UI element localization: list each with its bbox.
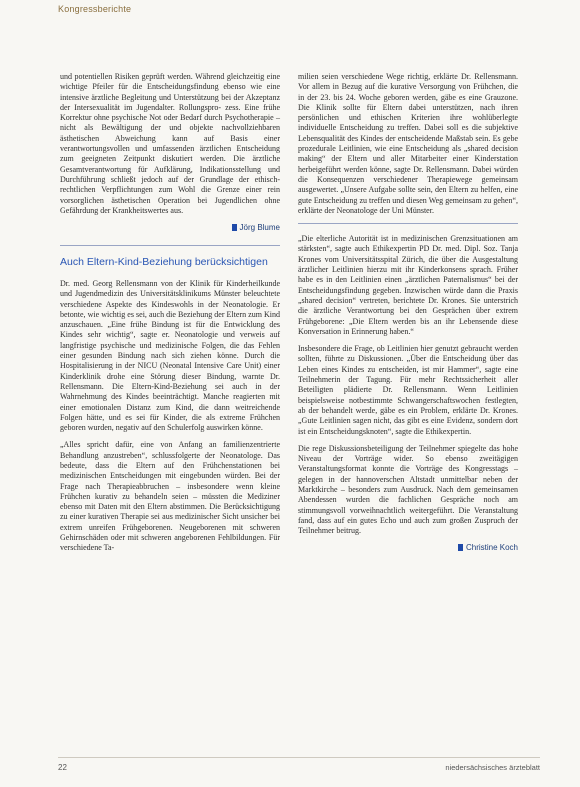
author-marker-icon [232, 224, 237, 231]
left-paragraph-3: „Alles spricht dafür, eine von Anfang an familienzentrierte Behandlung anzustreben“, schlussfolgerte der Neonatologe. Das bedeute, dass die Eltern auf den Frühchenstationen bei medizinischen Entscheidungen mit eingebunden würden. Bei der Frage nach Therapieabbruchen – insbesondere wenn kleine Frühchen kurativ zu behandeln seien – müssten die Mediziner ebenso mit Daten mit den Eltern abstimmen. Die Berücksichtigung zu einer kurativen Therapie sei aus medizinischer Sicht unsicher bei extrem unreifen Frühgeborenen. Neugeborenen mit schweren Gehirnschäden oder mit schweren angeborenen Fehlbildungen. Für verschiedene Ta- [60, 440, 280, 553]
left-paragraph-2: Dr. med. Georg Rellensmann von der Klinik für Kinderheilkunde und Jugendmedizin des Universitätsklinikums Münster beleuchtete verschiedene Aspekte des Kindeswohls in der Neonatologie. Er betonte, wie wichtig es sei, auch die Beziehung der Eltern zum Kind anzuschauen. „Eine frühe Bindung ist für die Entwicklung des Kindes sehr wichtig“, sagte er. Neonatologie und verweis auf langfristige psychische und medizinische Folgen, die das Fehlen einer gesunden Bindung nach sich ziehen könne. Durch die Hospitalisierung in der NICU (Neonatal Intensive Care Unit) einer Kinderklinik drohe eine Störung dieser Bindung, warnte Dr. Rellensmann. Die Eltern-Kind-Beziehung sei auch in der Wahrnehmung des Kindes beeinträchtigt. Manche reagierten mit einer emotionalen Distanz zum Kind, die dann weitreichende Folgen hätte, und es sei für Kinder, die als extreme Frühchen geboren wurden, negativ auf den Schulerfolg auswirken könne. [60, 278, 280, 433]
left-column [60, 72, 280, 561]
author-name-1: Jörg Blume [239, 223, 280, 233]
section-divider [60, 245, 280, 246]
page-number: 22 [58, 763, 67, 772]
section-header: Kongressberichte [58, 4, 132, 14]
author-name-2: Christine Koch [465, 543, 518, 553]
left-paragraph-1: und potentiellen Risiken geprüft werden. Während gleichzeitig eine wichtige Pfeiler für die Entscheidungsfindung ebenso wie eine intensive ärztliche Begleitung und Unterstützung bei der Akzeptanz der Intersexualität im Jugendalter. Rollungspro- zess. Eine frühe Korrektur ohne psychische Not oder Bedarf durch Psychotherapie – nicht als Bewältigung der und objekte nachvollziehbaren ästhetischen Abweichung kann auf Basis einer verantwortungsvollen und umfassenden ärztlichen Entscheidung zum geeigneten Zeitpunkt diskutiert werden. Die ärztliche Gesamtverantwortung für Aufklärung, Indikationsstellung und Durchführung schließt jedoch auf der Grundlage der ethisch-rechtlichen Verpflichtungen zum Wohl die Grenze einer rein vorsorglichen ästhetischen Operation bei Jugendlichen ohne Gefährdung der Krankheitswertes aus. [60, 72, 280, 215]
right-divider [298, 223, 518, 224]
right-paragraph-1: milien seien verschiedene Wege richtig, erklärte Dr. Rellensmann. Vor allem in Bezug auf die kurative Versorgung von Frühchen, die in der 23. bis 24. Woche geboren werden, gäbe es eine Grauzone. Die Klinik sollte für Eltern dabei unterstützen, nach ihren persönlichen und ethischen Kriterien ihre wohlüberlegte individuelle Entscheidung zu treffen. Dabei soll es die subjektive Lebensqualität des Kindes der entscheidende Maßstab sein. Es gebe prozedurale Leitlinien, wie eine Entscheidung als „shared decision making“ der Eltern und aller Mitarbeiter einer Kinderstation herbeigeführt werden könne, sagte Dr. Rellensmann. Dabei würden die Konsequenzen verschiedener Therapiewege gemeinsam ausgewertet. „Unsere Aufgabe sollte sein, den Eltern zu helfen, eine gute Entscheidung zu treffen und diesen Weg gemeinsam zu gehen“, erklärte der Neonatologe der Uni Münster. [298, 72, 518, 215]
author-marker-icon [458, 544, 463, 551]
author-signature-2 [298, 543, 518, 553]
right-paragraph-4: Die rege Diskussionsbeteiligung der Teilnehmer spiegelte das hohe Niveau der Vorträge wider. So ebenso zweitägigen Veranstaltungsformat konnte die Vorträge des Kongresstags – gelegen in der hannoverschen Altstadt unmittelbar neben der Marktkirche – besonders zum Ausdruck. Nach dem gemeinsamen Abendessen wurden die fachlichen Gespräche noch am stimmungsvoll vorweihnachtlich weitergeführt. Die Veranstaltung fand, dass auf ein gutes Echo und auch zum großen Zuspruch der Teilnehmer beitrug. [298, 443, 518, 536]
author-signature-1 [60, 223, 280, 233]
journal-name: niedersächsisches ärzteblatt [445, 763, 540, 772]
right-paragraph-3: Insbesondere die Frage, ob Leitlinien hier genutzt gebraucht werden sollten, führte zu Diskussionen. „Über die Entscheidung über das Leben eines Kindes zu entscheiden, ist mir Hammer“, sagte eine Teilnehmerin der Tagung. Für mehr Rechtssicherheit aller Beteiligten plädierte Dr. Rellensmann. Wenn Leitlinien beispielsweise notbestimmte Schwangerschaftswochen festlegten, ab der behandelt werde, gäbe es ein Problem, erklärte Dr. Krones. „Gute Leitlinien sagen nicht, das gibt es eine Evidenz, sondern dort ist ein Entscheidungsknoten“, sagte die Ethikexpertin. [298, 344, 518, 436]
section-title: Auch Eltern-Kind-Beziehung berücksichtigen [60, 256, 268, 269]
right-paragraph-2: „Die elterliche Autorität ist in medizinischen Grenzsituationen am stärksten“, sagte auch Ethikexpertin PD Dr. med. Dipl. Soz. Tanja Krones vom Universitätsspital Zürich, die über die Ausgestaltung ärztlicher Leitlinien hierzu mit ihr Kinderkonsens sprach. Früher habe es in den Leitlinien einen „ärztlichen Paternalismus“ bei der Entscheidungsfindung gegeben. Inzwischen würde dann die Praxis „shared decision“ vertreten, berichtete Dr. Krones. Sie unterstrich die ärztliche Verantwortung bei den Gesprächen über extrem Frühgeborene: „Die Eltern werden bis an ihr Lebensende diese Konversation in Erinnerung haben.“ [298, 234, 518, 336]
right-column [298, 72, 518, 566]
footer-rule [58, 757, 540, 758]
